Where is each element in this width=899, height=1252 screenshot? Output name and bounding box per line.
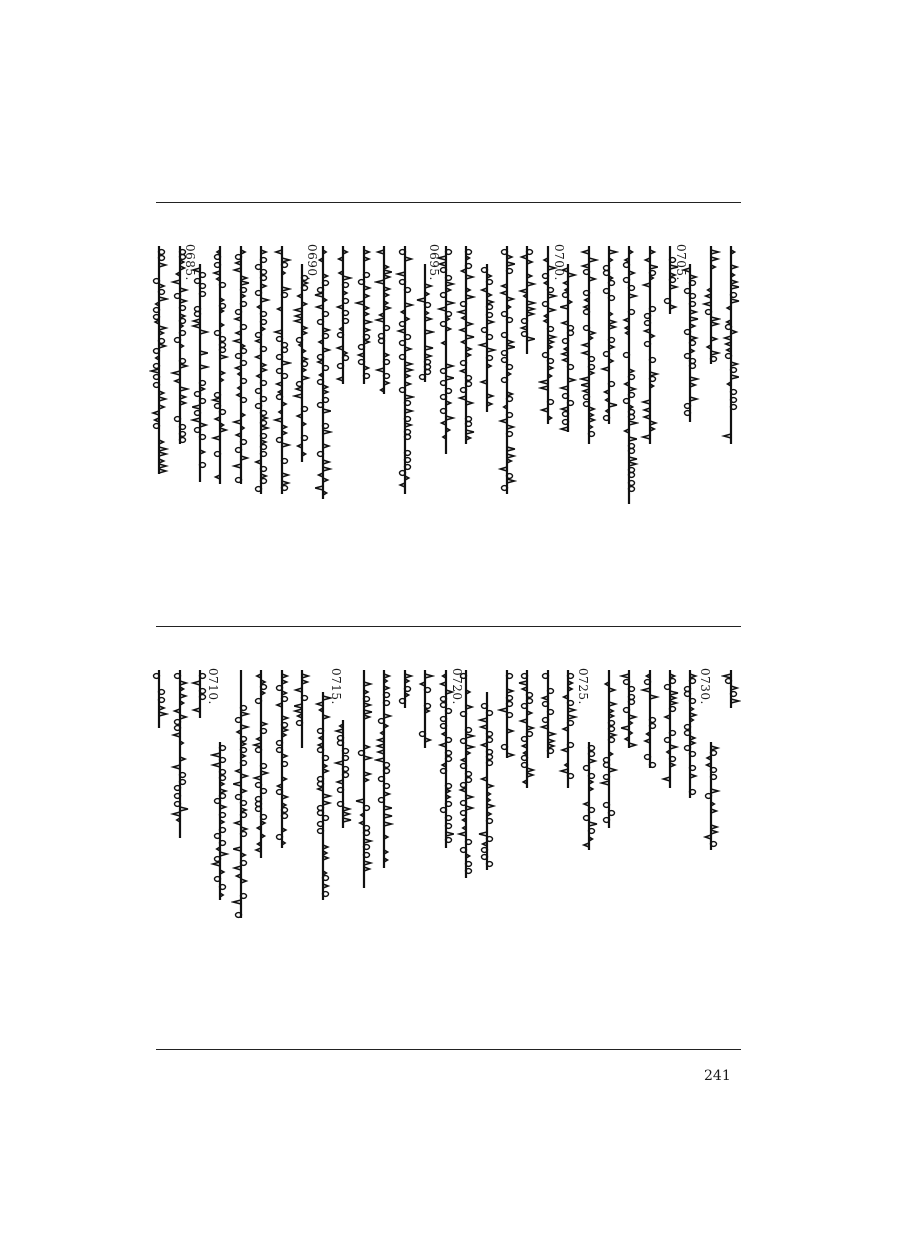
mongolian-script-column [190,262,210,492]
mongolian-script-column [619,668,639,758]
mongolian-script-column [680,262,700,432]
bottom-rule [156,1049,741,1050]
mongolian-script-column [701,740,721,860]
middle-rule [156,626,741,627]
mongolian-script-column [415,668,435,758]
mongolian-script-column [395,668,415,718]
mongolian-script-column [558,668,578,798]
page-number: 241 [704,1068,731,1084]
entry-number: 0705. [674,244,688,281]
mongolian-script-column [599,244,619,434]
entry-number: 0715. [329,668,343,705]
entry-0715 [329,668,343,711]
mongolian-script-column [292,262,312,472]
mongolian-script-column [374,244,394,404]
mongolian-script-column [333,718,353,838]
entry-number: 0685. [183,244,197,281]
mongolian-script-column [292,668,312,758]
entry-0720 [450,668,464,711]
mongolian-script-column [313,690,333,910]
entry-0695 [427,244,441,287]
mongolian-script-column [517,244,537,364]
entry-number: 0710. [206,668,220,705]
mongolian-script-column [272,668,292,858]
entry-0685 [183,244,197,287]
mongolian-script-column [149,244,169,484]
mongolian-script-column [701,244,721,374]
mongolian-script-column [456,244,476,454]
mongolian-script-column [477,690,497,880]
mongolian-script-column [210,740,230,910]
mongolian-script-column [640,244,660,454]
mongolian-script-column [374,668,394,878]
mongolian-script-column [354,244,374,394]
mongolian-script-column [395,244,415,504]
entry-number: 0720. [450,668,464,705]
entry-number: 0690. [305,244,319,281]
mongolian-script-column [210,244,230,494]
top-rule [156,202,741,203]
mongolian-script-column [619,244,639,514]
mongolian-script-column [497,668,517,768]
mongolian-script-column [251,244,271,504]
mongolian-script-column [517,668,537,798]
mongolian-script-column [231,244,251,494]
mongolian-script-column [599,668,619,838]
entry-number: 0730. [698,668,712,705]
mongolian-script-column [640,668,660,778]
entry-number: 0725. [576,668,590,705]
mongolian-script-column [579,244,599,454]
mongolian-script-column [680,668,700,808]
entry-number: 0700. [552,244,566,281]
mongolian-script-column [721,668,741,718]
mongolian-script-column [170,668,190,848]
mongolian-script-column [579,740,599,860]
entry-0730 [698,668,712,711]
mongolian-script-column [660,668,680,798]
mongolian-script-column [272,244,292,504]
mongolian-script-column [251,668,271,868]
mongolian-script-column [477,262,497,422]
mongolian-script-column [497,244,517,504]
entry-0690 [305,244,319,287]
mongolian-script-column [558,262,578,442]
entry-0725 [576,668,590,711]
mongolian-script-column [149,668,169,738]
mongolian-script-column [231,668,251,928]
entry-0700 [552,244,566,287]
entry-0710 [206,668,220,711]
entry-0705 [674,244,688,287]
entry-number: 0695. [427,244,441,281]
mongolian-script-column [538,668,558,768]
mongolian-script-column [721,244,741,454]
mongolian-script-column [354,668,374,898]
mongolian-script-column [333,244,353,394]
